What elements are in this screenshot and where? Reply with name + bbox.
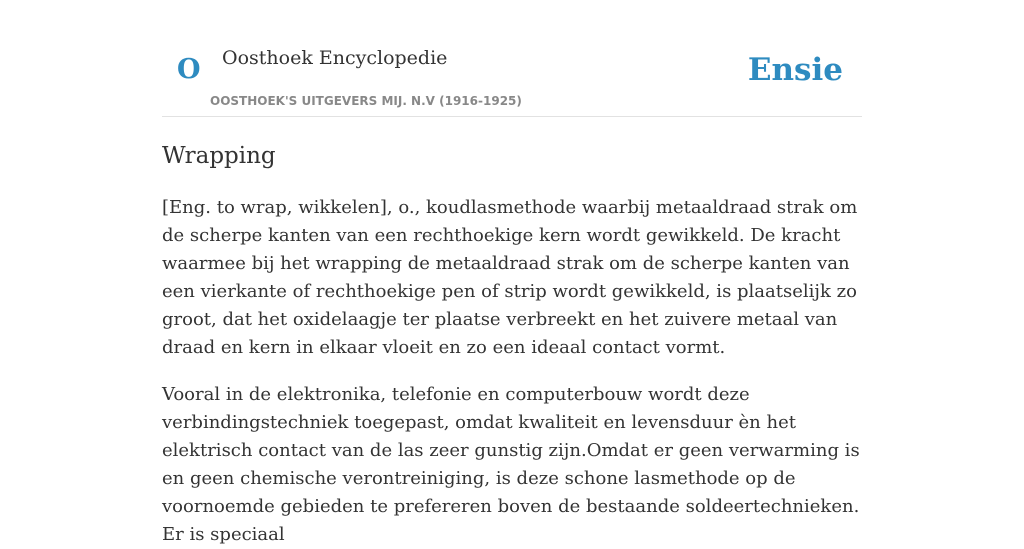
logo-icon[interactable]: O [177,54,201,85]
page [162,0,862,549]
site-title-link[interactable]: Oosthoek Encyclopedie [222,47,448,69]
ensie-logo-link[interactable]: Ensie [747,52,843,88]
publisher-label: OOSTHOEK'S UITGEVERS MIJ. N.V (1916-1925) [210,94,522,108]
site-header [162,0,862,117]
article-paragraph: Vooral in de elektronika, telefonie en computerbouw wordt deze verbindingstechniek toegepast, omdat kwaliteit en levensduur èn het elektrisch contact van de las zeer gunstig zijn.Omdat er geen verwarming is en geen chemische verontreiniging, is deze schone lasmethode op de voornoemde gebieden te prefereren boven de bestaande soldeertechnieken. Er is speciaal [162,384,860,545]
article-title: Wrapping [162,143,276,169]
article-paragraph: [Eng. to wrap, wikkelen], o., koudlasmethode waarbij metaaldraad strak om de scherpe kanten van een rechthoekige kern wordt gewikkeld. De kracht waarmee bij het wrapping de metaaldraad strak om de scherpe kanten van een vierkante of rechthoekige pen of strip wordt gewikkeld, is plaatselijk zo groot, dat het oxidelaagje ter plaatse verbreekt en het zuivere metaal van draad en kern in elkaar vloeit en zo een ideaal contact vormt. [162,197,858,358]
